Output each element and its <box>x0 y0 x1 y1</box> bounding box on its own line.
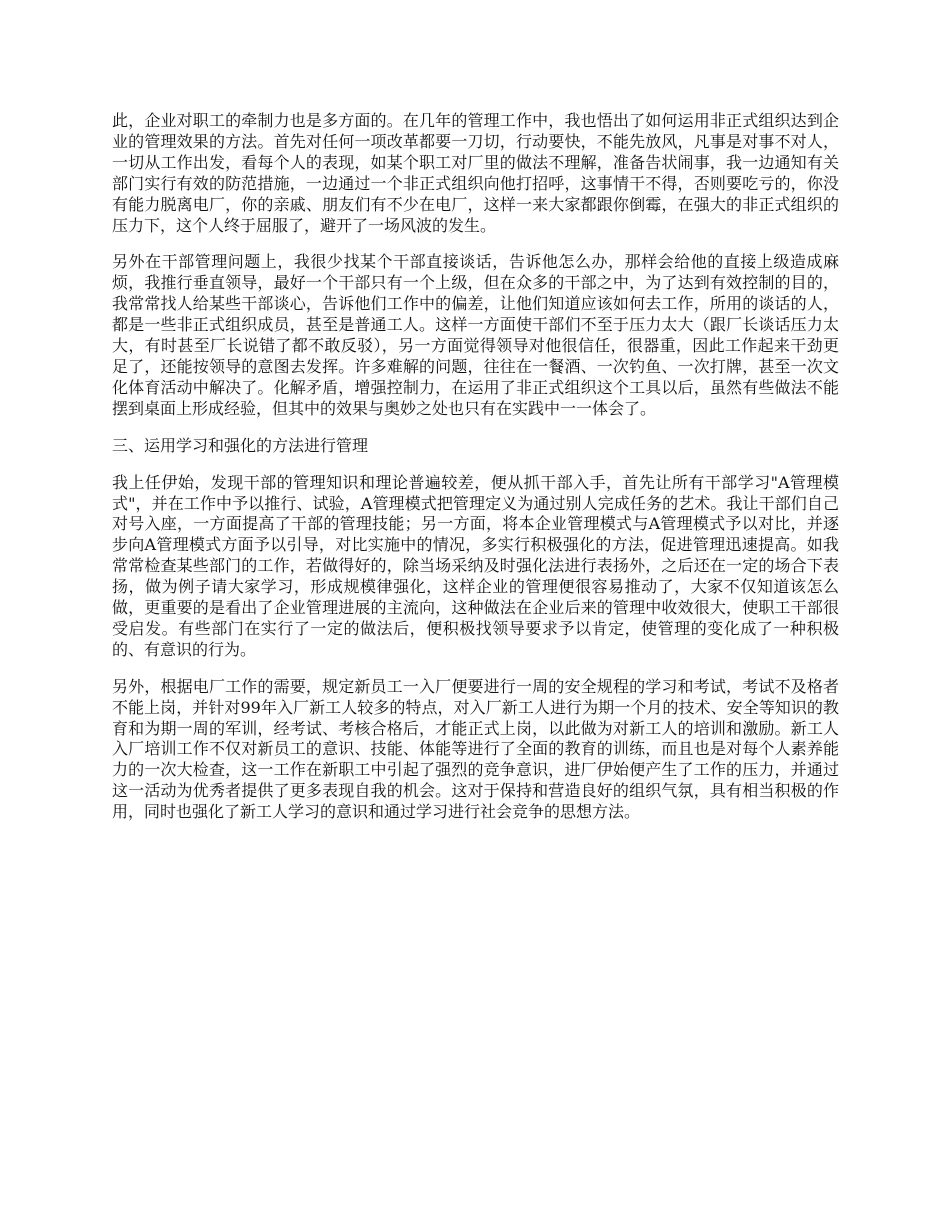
section-heading: 三、运用学习和强化的方法进行管理 <box>112 435 369 455</box>
document-body <box>112 111 839 839</box>
paragraph-cadre-management: 另外在干部管理问题上，我很少找某个干部直接谈话，告诉他怎么办，那样会给他的直接上级造成麻烦，我推行垂直领导，最好一个干部只有一个上级，但在众多的干部之中，为了达到有效控制的目的，我常常找人给某些干部谈心，告诉他们工作中的偏差，让他们知道应该如何去工作，所用的谈话的人，都是一些非正式组织成员，甚至是普通工人。这样一方面使干部们不至于压力太大（跟厂长谈话压力太大，有时甚至厂长说错了都不敢反驳），另一方面觉得领导对他很信任，很器重，因此工作起来干劲更足了，还能按领导的意图去发挥。许多难解的问题，往往在一餐酒、一次钓鱼、一次打牌，甚至一次文化体育活动中解决了。化解矛盾，增强控制力，在运用了非正式组织这个工具以后，虽然有些做法不能摆到桌面上形成经验，但其中的效果与奥妙之处也只有在实践中一一体会了。 <box>112 252 839 418</box>
paragraph-new-employee-training: 另外，根据电厂工作的需要，规定新员工一入厂便要进行一周的安全规程的学习和考试，考试不及格者不能上岗，并针对99年入厂新工人较多的特点，对入厂新工人进行为期一个月的技术、安全等知识的教育和为期一周的军训，经考试、考核合格后，才能正式上岗，以此做为对新工人的培训和激励。新工人入厂培训工作不仅对新员工的意识、技能、体能等进行了全面的教育的训练，而且也是对每个人素养能力的一次大检查，这一工作在新职工中引起了强烈的竞争意识，进厂伊始便产生了工作的压力，并通过这一活动为优秀者提供了更多表现自我的机会。这对于保持和营造良好的组织气氛，具有相当积极的作用，同时也强化了新工人学习的意识和通过学习进行社会竞争的思想方法。 <box>112 676 839 822</box>
paragraph-informal-organization: 此，企业对职工的牵制力也是多方面的。在几年的管理工作中，我也悟出了如何运用非正式组织达到企业的管理效果的方法。首先对任何一项改革都要一刀切，行动要快，不能先放风，凡事是对事不对人，一切从工作出发，看每个人的表现，如某个职工对厂里的做法不理解，准备告状闹事，我一边通知有关部门实行有效的防范措施，一边通过一个非正式组织向他打招呼，这事情干不得，否则要吃亏的，你没有能力脱离电厂，你的亲戚、朋友们有不少在电厂，这样一来大家都跟你倒霉，在强大的非正式组织的压力下，这个人终于屈服了，避开了一场风波的发生。 <box>112 111 839 235</box>
paragraph-learning-reinforcement: 我上任伊始，发现干部的管理知识和理论普遍较差，便从抓干部入手，首先让所有干部学习"A管理模式"，并在工作中予以推行、试验，A管理模式把管理定义为通过别人完成任务的艺术。我让干部们自己对号入座，一方面提高了干部的管理技能；另一方面，将本企业管理模式与A管理模式予以对比，并逐步向A管理模式方面予以引导，对比实施中的情况，多实行积极强化的方法，促进管理迅速提高。如我常常检查某些部门的工作，若做得好的，除当场采纳及时强化法进行表扬外，之后还在一定的场合下表扬，做为例子请大家学习，形成规模律强化，这样企业的管理便很容易推动了，大家不仅知道该怎么做，更重要的是看出了企业管理进展的主流向，这种做法在企业后来的管理中收效很大，使职工干部很受启发。有些部门在实行了一定的做法后，便积极找领导要求予以肯定，使管理的变化成了一种积极的、有意识的行为。 <box>112 472 839 659</box>
